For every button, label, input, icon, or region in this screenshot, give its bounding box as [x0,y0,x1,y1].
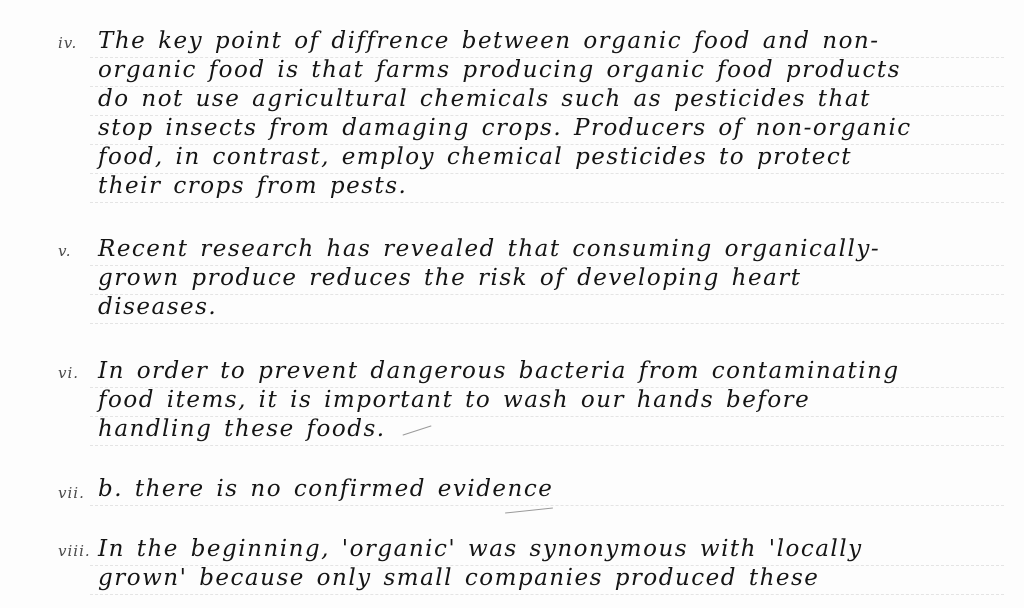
ruled-line [90,323,1004,324]
check-mark [505,507,553,513]
ruled-line [90,202,1004,203]
check-mark [403,425,432,435]
answer-line: Recent research has revealed that consuming organically- [98,236,881,262]
ruled-line [90,445,1004,446]
answer-line: food, in contrast, employ chemical pesticides to protect [98,144,852,170]
answer-line: diseases. [98,294,218,320]
ruled-line [90,594,1004,595]
item-number: viii. [58,542,91,560]
ruled-line [90,505,1004,506]
answer-line: food items, it is important to wash our hands before [98,387,811,413]
item-number: vii. [58,484,85,502]
item-number: iv. [58,34,78,52]
answer-line: their crops from pests. [98,173,408,199]
answer-line: In the beginning, 'organic' was synonymous with 'locally [98,536,863,562]
answer-line: In order to prevent dangerous bacteria from contaminating [98,358,900,384]
item-number: v. [58,242,72,260]
ruled-line [90,294,1004,295]
answer-line: grown' because only small companies produced these [98,565,820,591]
item-number: vi. [58,364,80,382]
answer-line: organic food is that farms producing organic food products [98,57,901,83]
answer-line: do not use agricultural chemicals such as pesticides that [98,86,871,112]
answer-line: handling these foods. [98,416,386,442]
answer-line: b. there is no confirmed evidence [98,476,554,502]
answer-line: The key point of diffrence between organic food and non- [98,28,880,54]
answer-line: grown produce reduces the risk of developing heart [98,265,802,291]
answer-line: stop insects from damaging crops. Producers of non-organic [98,115,912,141]
